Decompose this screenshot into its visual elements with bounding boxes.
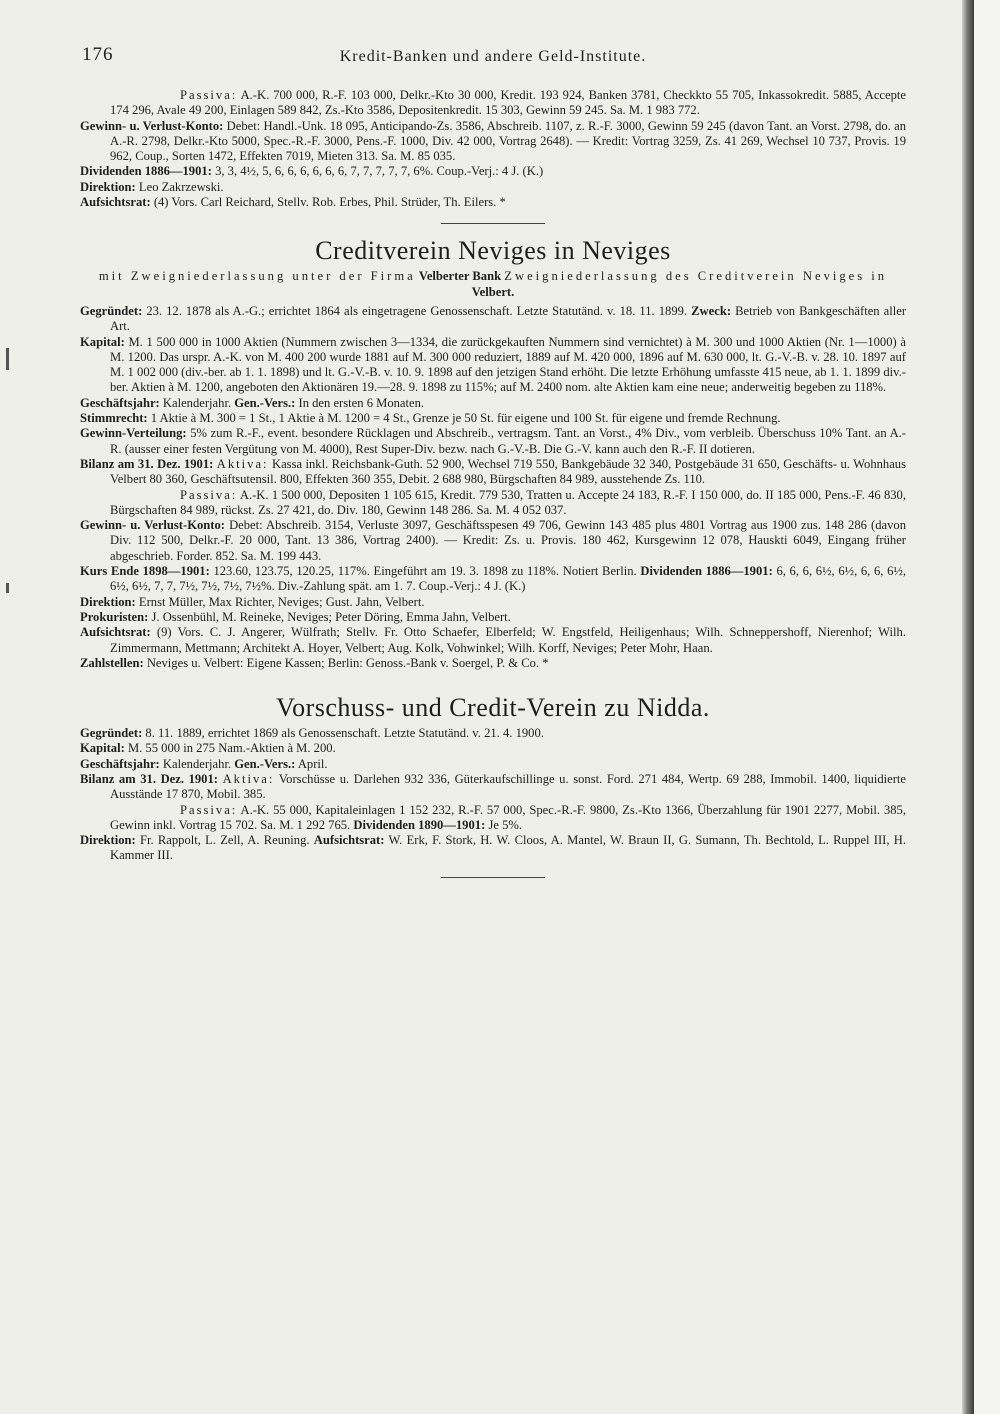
gv-konto-entry (80, 119, 906, 165)
bilanz-entry (80, 772, 906, 803)
gewinn-verteilung-text: 5% zum R.-F., event. besondere Rücklagen und Abschreib., vertragsm. Tant. an Vorst., 4% Div., vom verbleib. Überschuss 10% Tant. an A.-R. (ausser einer festen Vergütung von M. 4000), Rest Super-Div. bezw. nach G.-V.-B. Die G.-V. kann auch den R.-F. II dotieren. (110, 426, 907, 456)
gegruendet-text: 23. 12. 1878 als A.-G.; errichtet 1864 als eingetragene Genossenschaft. Letzte Statutänd. v. 18. 11. 1899. (146, 303, 688, 318)
geschaeftsjahr-label: Geschäftsjahr: (80, 395, 160, 410)
dividenden-label: Dividenden 1886—1901: (80, 164, 212, 179)
aufsichtsrat-label: Aufsichtsrat: (80, 625, 151, 640)
gv-konto-entry (80, 518, 906, 564)
bilanz-label: Bilanz am 31. Dez. 1901: (80, 771, 218, 786)
kapital-text: M. 1 500 000 in 1000 Aktien (Nummern zwischen 3—1334, die zurückgekauften Nummern sind vernichtet) à M. 300 und 1000 Aktien (Nr. 1—1000) à M. 1200. Das urspr. A.-K. von M. 400 200 wurde 1881 auf M. 300 000 reduziert, 1889 auf M. 420 000, 1896 auf M. 630 000, lt. G.-V.-B. v. 28. 10. 1897 auf M. 1 002 000 (div.-ber. ab 1. 1. 1898) und lt. G.-V.-B. v. 10. 9. 1898 auf den jetzigen Stand erhöht. Die letzte Erhöhung umfasste 415 neue, ab 1. 1. 1899 div.-ber. Aktien à M. 1200, angeboten den Aktionären 19.—28. 9. 1898 zu 115%; auf M. 2400 nom. alte Aktien kam eine neue; anderweitig begeben zu 118%. (110, 334, 906, 395)
zweck-label: Zweck: (691, 303, 732, 318)
aufsichtsrat-label: Aufsichtsrat: (80, 195, 151, 210)
page-number: 176 (82, 44, 114, 65)
stimmrecht-label: Stimmrecht: (80, 411, 148, 426)
section-divider (441, 223, 545, 224)
dividenden-entry (80, 164, 906, 179)
kurs-text: 123.60, 123.75, 120.25, 117%. Eingeführt am 19. 3. 1898 zu 118%. Notiert Berlin. (213, 564, 637, 579)
gegruendet-text: 8. 11. 1889, errichtet 1869 als Genossenschaft. Letzte Statutänd. v. 21. 4. 1900. (145, 726, 544, 741)
prokuristen-text: J. Ossenbühl, M. Reineke, Neviges; Peter Döring, Emma Jahn, Velbert. (151, 609, 511, 624)
aufsichtsrat-text: (9) Vors. C. J. Angerer, Wülfrath; Stellv. Fr. Otto Schaefer, Elberfeld; W. Engstfeld, Heiligenhaus; Wilh. Schneppershoff, Nierenhof; Wilh. Zimmermann, Mettmann; Architekt A. Hoyer, Velbert; Aug. Kolk, Vohwinkel; Wilh. Korff, Neviges; Peter Mohr, Haan. (110, 625, 906, 655)
direktion-entry (80, 833, 906, 864)
passiva-text: A.-K. 700 000, R.-F. 103 000, Delkr.-Kto 30 000, Kredit. 193 924, Banken 3781, Checkkto 55 705, Inkassokredit. 5885, Accepte 174 296, Avale 49 200, Einlagen 589 842, Zs.-Kto 3586, Depositenkredit. 15 303, Gewinn 59 245. Sa. M. 1 983 772. (110, 88, 906, 118)
scan-edge-margin (974, 0, 1000, 1414)
margin-mark (6, 348, 9, 370)
gen-vers-text: In den ersten 6 Monaten. (298, 395, 425, 410)
passiva-text: A.-K. 1 500 000, Depositen 1 105 615, Kredit. 779 530, Tratten u. Accepte 24 183, R.-F. I 150 000, do. II 185 000, Pens.-F. 46 830, Bürgschaften 84 989, rückst. Zs. 27 421, do. Div. 180, Gewinn 148 286. Sa. M. 4 052 037. (110, 487, 906, 517)
direktion-label: Direktion: (80, 833, 136, 848)
gegruendet-label: Gegründet: (80, 726, 143, 741)
passiva-text: A.-K. 55 000, Kapitaleinlagen 1 152 232, R.-F. 57 000, Spec.-R.-F. 9800, Zs.-Kto 1366, Überzahlung für 1901 2277, Mobil. 385, Gewinn inkl. Vortrag 15 702. Sa. M. 1 292 765. (110, 802, 906, 832)
direktion-label: Direktion: (80, 179, 136, 194)
geschaeftsjahr-text: Kalenderjahr. (162, 395, 232, 410)
bilanz-label: Bilanz am 31. Dez. 1901: (80, 456, 214, 471)
section-title-neviges: Creditverein Neviges in Neviges (315, 236, 671, 266)
prokuristen-entry (80, 610, 906, 625)
subtitle-part: Zweigniederlassung des Creditverein Neviges in (504, 269, 888, 284)
passiva-entry (80, 803, 906, 834)
aufsichtsrat-text: (4) Vors. Carl Reichard, Stellv. Rob. Erbes, Phil. Strüder, Th. Eilers. * (153, 195, 506, 210)
subtitle-part: mit Zweigniederlassung unter der Firma (98, 269, 416, 284)
gen-vers-text: April. (297, 756, 328, 771)
passiva-label: Passiva: (180, 487, 238, 502)
section-divider (441, 877, 545, 878)
stimmrecht-text: 1 Aktie à M. 300 = 1 St., 1 Aktie à M. 1200 = 4 St., Grenze je 50 St. für eigene und 100 St. für eigene und fremde Rechnung. (150, 411, 781, 426)
dividenden-text: Je 5%. (488, 817, 523, 832)
gv-konto-text: Debet: Handl.-Unk. 18 095, Anticipando-Zs. 3586, Abschreib. 1107, z. R.-F. 3000, Gewinn 59 245 (davon Tant. an Vorst. 2798, do. an A.-R. 2798, Delkr.-Kto 5000, Spec.-R.-F. 3000, Pens.-F. 1000, Div. 42 000, Vortrag 2648). — Kredit: Vortrag 3259, Zs. 41 269, Wechsel 10 737, Provis. 19 962, Coup., Sorten 1472, Effekten 7019, Mieten 313. Sa. M. 85 035. (110, 118, 906, 164)
gegruendet-entry (80, 726, 906, 741)
gv-konto-text: Debet: Abschreib. 3154, Verluste 3097, Geschäftsspesen 49 706, Gewinn 143 485 plus 4801 Vortrag aus 1900 zus. 148 286 (davon Div. 112 500, Delkr.-F. 20 000, Tant. 13 386, Vortrag 2400). — Kredit: Zs. u. Provis. 180 462, Kursgewinn 12 078, Hauskti 6049, Eingang früher abgeschrieb. Forder. 852. Sa. M. 199 443. (110, 518, 906, 563)
direktion-label: Direktion: (80, 594, 136, 609)
zweck-text: Betrieb von Bankgeschäften aller Art. (110, 303, 907, 334)
scan-edge-shadow (962, 0, 974, 1414)
direktion-text: Leo Zakrzewski. (138, 179, 224, 194)
dividenden-text: 3, 3, 4½, 5, 6, 6, 6, 6, 6, 6, 7, 7, 7, 7, 7, 6%. Coup.-Verj.: 4 J. (K.) (215, 164, 544, 179)
gen-vers-label: Gen.-Vers.: (234, 395, 296, 410)
prokuristen-label: Prokuristen: (80, 609, 149, 624)
kapital-entry (80, 335, 906, 396)
aktiva-label: Aktiva: (222, 771, 275, 786)
passiva-entry (80, 488, 906, 519)
bilanz-entry (80, 457, 906, 488)
kapital-entry (80, 741, 906, 756)
passiva-label: Passiva: (180, 88, 238, 102)
gewinn-verteilung-label: Gewinn-Verteilung: (80, 426, 187, 441)
geschaeftsjahr-entry (80, 757, 906, 772)
kurs-entry (80, 564, 906, 595)
subtitle-firm-name: Velberter Bank (418, 269, 502, 284)
kurs-label: Kurs Ende 1898—1901: (80, 564, 210, 579)
direktion-entry (80, 180, 906, 195)
passiva-label: Passiva: (180, 802, 238, 817)
zahlstellen-text: Neviges u. Velbert: Eigene Kassen; Berlin: Genoss.-Bank v. Soergel, P. & Co. * (146, 655, 549, 670)
aktiva-label: Aktiva: (216, 456, 269, 471)
dividenden-text: 6, 6, 6, 6½, 6½, 6, 6, 6½, 6½, 6½, 7, 7, 7½, 7½, 7½, 7½%. Div.-Zahlung spät. am 1. 7. Coup.-Verj.: 4 J. (K.) (110, 564, 906, 594)
kapital-label: Kapital: (80, 334, 125, 349)
gegruendet-entry (80, 304, 906, 335)
gegruendet-label: Gegründet: (80, 303, 143, 318)
page-header (82, 44, 904, 74)
section-title-nidda: Vorschuss- und Credit-Verein zu Nidda. (276, 693, 710, 723)
gen-vers-label: Gen.-Vers.: (234, 756, 296, 771)
section-spacer (80, 671, 906, 689)
aufsichtsrat-entry (80, 625, 906, 656)
aktiva-text: Kassa inkl. Reichsbank-Guth. 52 900, Wechsel 719 550, Bankgebäude 32 340, Postgebäude 31 650, Geschäfts- u. Wohnhaus Velbert 80 360, Geschäftsutensil. 800, Effekten 360 355, Debit. 2 688 980, Bürgschaften 84 989, ausstehende Zs. 110. (110, 456, 907, 487)
direktion-entry (80, 595, 906, 610)
aufsichtsrat-entry (80, 195, 906, 210)
direktion-text: Fr. Rappolt, L. Zell, A. Reuning. (140, 833, 310, 848)
dividenden-label: Dividenden 1890—1901: (353, 817, 486, 832)
geschaeftsjahr-entry (80, 396, 906, 411)
page-body (80, 88, 906, 890)
gewinn-verteilung-entry (80, 426, 906, 457)
gv-konto-label: Gewinn- u. Verlust-Konto: (80, 118, 224, 133)
passiva-entry (80, 88, 906, 119)
zahlstellen-entry (80, 656, 906, 671)
gv-konto-label: Gewinn- u. Verlust-Konto: (80, 518, 225, 533)
running-title: Kredit-Banken und andere Geld-Institute. (339, 48, 647, 65)
zahlstellen-label: Zahlstellen: (80, 655, 144, 670)
kapital-text: M. 55 000 in 275 Nam.-Aktien à M. 200. (127, 741, 336, 756)
section-subtitle-neviges (80, 269, 906, 300)
margin-mark (6, 583, 9, 593)
aktiva-text: Vorschüsse u. Darlehen 932 336, Güterkaufschillinge u. sonst. Ford. 271 484, Wertp. 69 288, Immobil. 1400, liquidierte Ausstände 17 870, Mobil. 385. (110, 771, 907, 802)
subtitle-place: Velbert. (471, 284, 515, 299)
stimmrecht-entry (80, 411, 906, 426)
aufsichtsrat-label: Aufsichtsrat: (313, 833, 385, 848)
geschaeftsjahr-text: Kalenderjahr. (162, 756, 232, 771)
aufsichtsrat-text: W. Erk, F. Stork, H. W. Cloos, A. Mantel, W. Braun II, G. Sumann, Th. Bechtold, L. Ruppel III, H. Kammer III. (110, 833, 906, 863)
direktion-text: Ernst Müller, Max Richter, Neviges; Gust. Jahn, Velbert. (138, 594, 425, 609)
geschaeftsjahr-label: Geschäftsjahr: (80, 756, 160, 771)
kapital-label: Kapital: (80, 741, 125, 756)
dividenden-label: Dividenden 1886—1901: (640, 564, 773, 579)
